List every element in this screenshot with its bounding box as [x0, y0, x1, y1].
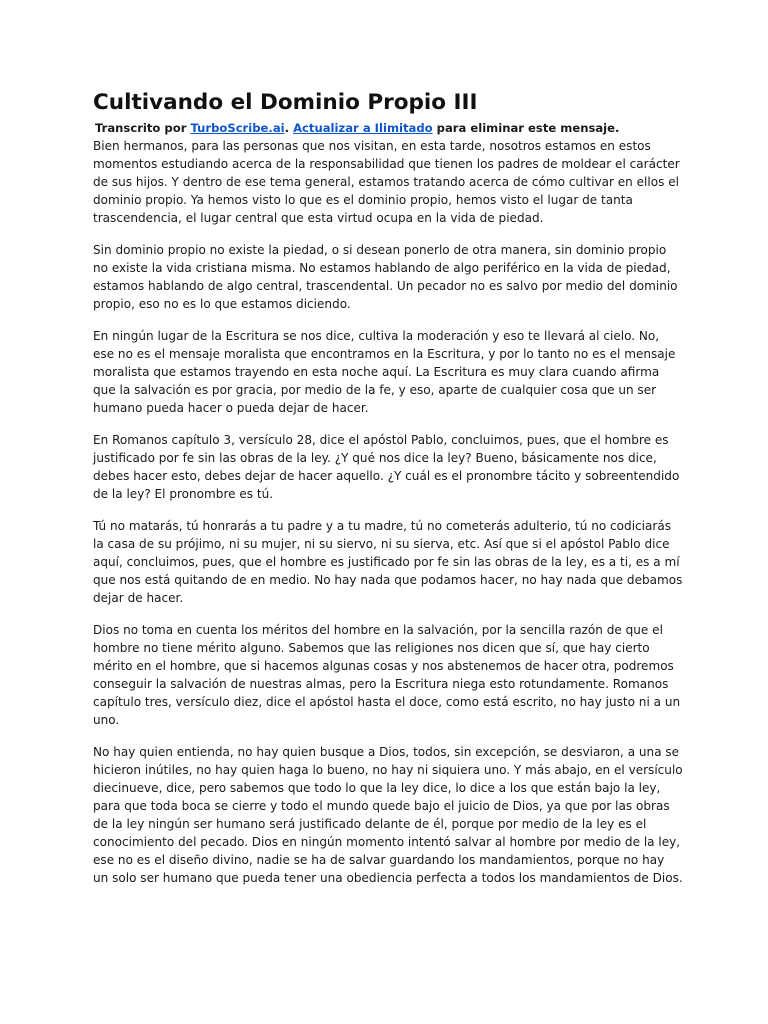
- turboscribe-link[interactable]: TurboScribe.ai: [190, 121, 285, 135]
- document-page: [93, 88, 683, 901]
- transcription-notice: [95, 119, 683, 137]
- upgrade-unlimited-link[interactable]: Actualizar a Ilimitado: [293, 121, 433, 135]
- paragraph-7: No hay quien entienda, no hay quien busque a Dios, todos, sin excepción, se desviaron, a una se hicieron inútiles, no hay quien haga lo bueno, no hay ni siquiera uno. Y más abajo, en el versículo diecinueve, dice, pero sabemos que todo lo que la ley dice, lo dice a los que están bajo la ley, para que toda boca se cierre y todo el mundo quede bajo el juicio de Dios, ya que por las obras de la ley ningún ser humano será justificado delante de él, porque por medio de la ley es el conocimiento del pecado. Dios en ningún momento intentó salvar al hombre por medio de la ley, ese no es el diseño divino, nadie se ha de salvar guardando los mandamientos, porque no hay un solo ser humano que pueda tener una obediencia perfecta a todos los mandamientos de Dios.: [93, 745, 683, 885]
- paragraph-3: En ningún lugar de la Escritura se nos dice, cultiva la moderación y eso te llevará al cielo. No, ese no es el mensaje moralista que encontramos en la Escritura, y por lo tanto no es el mensaje moralista que estamos trayendo en esta noche aquí. La Escritura es muy clara cuando afirma que la salvación es por gracia, por medio de la fe, y eso, aparte de cualquier cosa que un ser humano pueda hacer o pueda dejar de hacer.: [93, 329, 676, 415]
- document-title: Cultivando el Dominio Propio III: [93, 90, 478, 115]
- paragraph-2: Sin dominio propio no existe la piedad, o si desean ponerlo de otra manera, sin dominio propio no existe la vida cristiana misma. No estamos hablando de algo periférico en la vida de piedad, estamos hablando de algo central, trascendental. Un pecador no es salvo por medio del dominio propio, eso no es lo que estamos diciendo.: [93, 243, 678, 311]
- notice-suffix: para eliminar este mensaje.: [432, 121, 620, 135]
- notice-separator: .: [284, 121, 294, 135]
- paragraph-1: Bien hermanos, para las personas que nos visitan, en esta tarde, nosotros estamos en estos momentos estudiando acerca de la responsabilidad que tienen los padres de moldear el carácter de sus hijos. Y dentro de ese tema general, estamos tratando acerca de cómo cultivar en ellos el dominio propio. Ya hemos visto lo que es el dominio propio, hemos visto el lugar de tanta trascendencia, el lugar central que esta virtud ocupa en la vida de piedad.: [93, 139, 680, 225]
- paragraph-4: En Romanos capítulo 3, versículo 28, dice el apóstol Pablo, concluimos, pues, que el hombre es justificado por fe sin las obras de la ley. ¿Y qué nos dice la ley? Bueno, básicamente nos dice, debes hacer esto, debes dejar de hacer aquello. ¿Y cuál es el pronombre tácito y sobreentendido de la ley? El pronombre es tú.: [93, 433, 680, 501]
- paragraph-5: Tú no matarás, tú honrarás a tu padre y a tu madre, tú no cometerás adulterio, tú no codiciarás la casa de su prójimo, ni su mujer, ni su siervo, ni su sierva, etc. Así que si el apóstol Pablo dice aquí, concluimos, pues, que el hombre es justificado por fe sin las obras de la ley, es a ti, es a mí que nos está quitando de en medio. No hay nada que podamos hacer, no hay nada que debamos dejar de hacer.: [93, 519, 683, 605]
- paragraph-6: Dios no toma en cuenta los méritos del hombre en la salvación, por la sencilla razón de que el hombre no tiene mérito alguno. Sabemos que las religiones nos dicen que sí, que hay cierto mérito en el hombre, que si hacemos algunas cosas y nos abstenemos de hacer otra, podremos conseguir la salvación de nuestras almas, pero la Escritura niega esto rotundamente. Romanos capítulo tres, versículo diez, dice el apóstol hasta el doce, como está escrito, no hay justo ni a un uno.: [93, 623, 681, 727]
- notice-prefix: Transcrito por: [95, 121, 191, 135]
